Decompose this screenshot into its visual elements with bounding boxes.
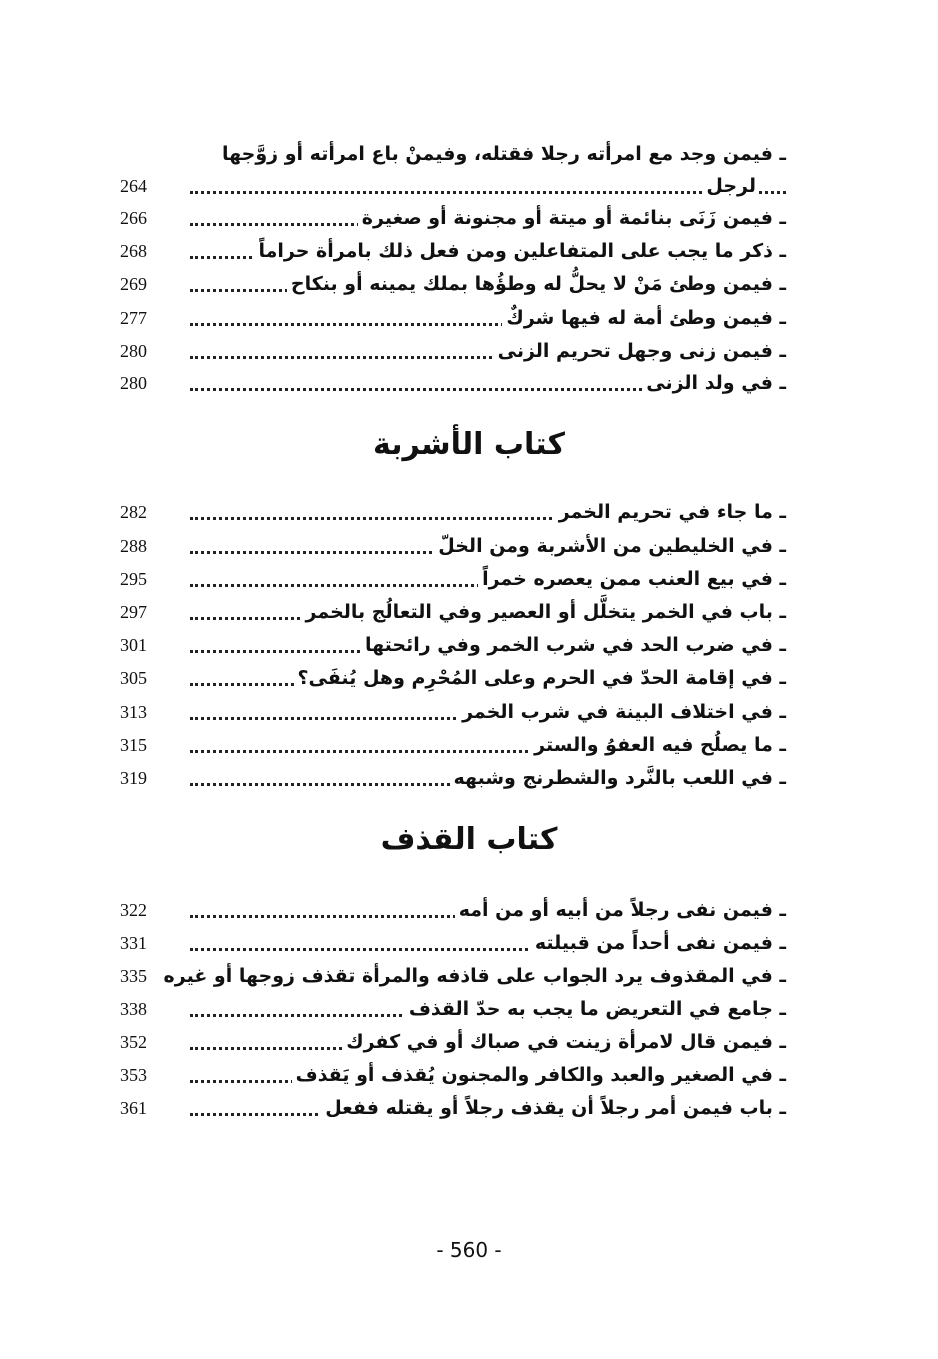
toc-entry-title: ـ ما يصلُح فيه العفوُ والستر (530, 731, 786, 759)
toc-entry-page: 331 (120, 933, 147, 953)
toc-entry (120, 664, 786, 694)
toc-entry-title: ـ فيمن زَنَى بنائمة أو ميتة أو مجنونة أو صغيرة (358, 204, 786, 232)
toc-entry-title: لرجل (702, 172, 756, 200)
toc-entry (120, 532, 786, 562)
toc-entry-page: 266 (120, 208, 147, 228)
toc-entry-title: ـ في الخليطين من الأشربة ومن الخلّ (434, 532, 786, 560)
toc-entry (120, 962, 786, 992)
toc-entry-title: ـ ذكر ما يجب على المتفاعلين ومن فعل ذلك بامرأة حراماً (255, 237, 786, 265)
toc-entry-title: ـ في ضرب الحد في شرب الخمر وفي رائحتها (361, 631, 786, 659)
toc-entry (120, 369, 786, 399)
toc-entry (120, 270, 786, 300)
toc-entry-title: ـ في ولد الزنى (642, 369, 786, 397)
toc-entry-title: ـ فيمن وطئ مَنْ لا يحلُّ له وطؤُها بملك يمينه أو بنكاح (287, 270, 786, 298)
toc-entry-page: 297 (120, 602, 147, 622)
toc-entry-page: 361 (120, 1098, 147, 1118)
toc-entry-title: ـ جامع في التعريض ما يجب به حدّ القذف (405, 995, 786, 1023)
page-number: - 560 - (436, 1238, 502, 1262)
toc-entry-page: 282 (120, 502, 147, 522)
toc-entry-page: 338 (120, 999, 147, 1019)
toc-entry (120, 896, 786, 926)
toc-entry (120, 337, 786, 367)
toc-entry-page: 305 (120, 668, 147, 688)
toc-entry-title: ـ في الصغير والعبد والكافر والمجنون يُقذف أو يَقذف (292, 1061, 786, 1089)
toc-entry-page: 268 (120, 241, 147, 261)
toc-entry-title: ـ باب في الخمر يتخلَّل أو العصير وفي التعالُج بالخمر (302, 598, 786, 626)
toc-entry (120, 204, 786, 234)
toc-entry-page: 288 (120, 536, 147, 556)
toc-entry (120, 929, 786, 959)
toc-entry-title: ـ ما جاء في تحريم الخمر (555, 498, 786, 526)
toc-entry-title: ـ فيمن نفى أحداً من قبيلته (531, 929, 786, 957)
toc-entry (120, 237, 786, 267)
toc-entry (120, 498, 786, 528)
toc-entry-title: ـ في المقذوف يرد الجواب على قاذفه والمرأة تقذف زوجها أو غيره (160, 962, 786, 990)
toc-entry-page: 315 (120, 735, 147, 755)
toc-entry (120, 172, 786, 202)
toc-entry-title: ـ في اللعب بالنَّرد والشطرنج وشبهه (450, 764, 786, 792)
leader-dots (190, 191, 786, 194)
toc-entry-title: ـ في اختلاف البينة في شرب الخمر (458, 698, 786, 726)
toc-entry (120, 1094, 786, 1124)
toc-entry (120, 631, 786, 661)
toc-entry (120, 995, 786, 1025)
toc-entry-title: ـ فيمن زنى وجهل تحريم الزنى (494, 337, 786, 365)
toc-entry (120, 698, 786, 728)
toc-entry-page: 313 (120, 702, 147, 722)
toc-entry-title: ـ في بيع العنب ممن يعصره خمراً (478, 565, 786, 593)
toc-entry (120, 565, 786, 595)
toc-entry-page: 295 (120, 569, 147, 589)
toc-entry-page: 277 (120, 308, 147, 328)
toc-entry-page: 322 (120, 900, 147, 920)
toc-entry-title: ـ فيمن وطئ أمة له فيها شركٌ (502, 304, 786, 332)
toc-entry (120, 304, 786, 334)
toc-entry-page: 319 (120, 768, 147, 788)
toc-entry-first-line: ـ فيمن وجد مع امرأته رجلا فقتله، وفيمنْ باع امرأته أو زوَّجها (222, 143, 786, 165)
toc-entry-page: 353 (120, 1065, 147, 1085)
toc-entry (120, 1028, 786, 1058)
section-heading: كتاب الأشربة (373, 427, 565, 462)
toc-entry (120, 598, 786, 628)
toc-entry (120, 764, 786, 794)
toc-entry-title: ـ باب فيمن أمر رجلاً أن يقذف رجلاً أو يقتله ففعل (321, 1094, 786, 1122)
toc-entry (120, 1061, 786, 1091)
toc-entry-title: ـ فيمن نفى رجلاً من أبيه أو من أمه (455, 896, 786, 924)
toc-entry-page: 335 (120, 966, 147, 986)
toc-entry-page: 280 (120, 373, 147, 393)
toc-entry-title: ـ في إقامة الحدّ في الحرم وعلى المُحْرِم وهل يُنفَى؟ (294, 664, 786, 692)
toc-entry-page: 352 (120, 1032, 147, 1052)
toc-entry-page: 280 (120, 341, 147, 361)
toc-entry-page: 301 (120, 635, 147, 655)
toc-entry-page: 269 (120, 274, 147, 294)
toc-entry (120, 731, 786, 761)
toc-entry-title: ـ فيمن قال لامرأة زينت في صباك أو في كفرك (342, 1028, 786, 1056)
section-heading: كتاب القذف (380, 822, 558, 857)
toc-entry-page: 264 (120, 176, 147, 196)
